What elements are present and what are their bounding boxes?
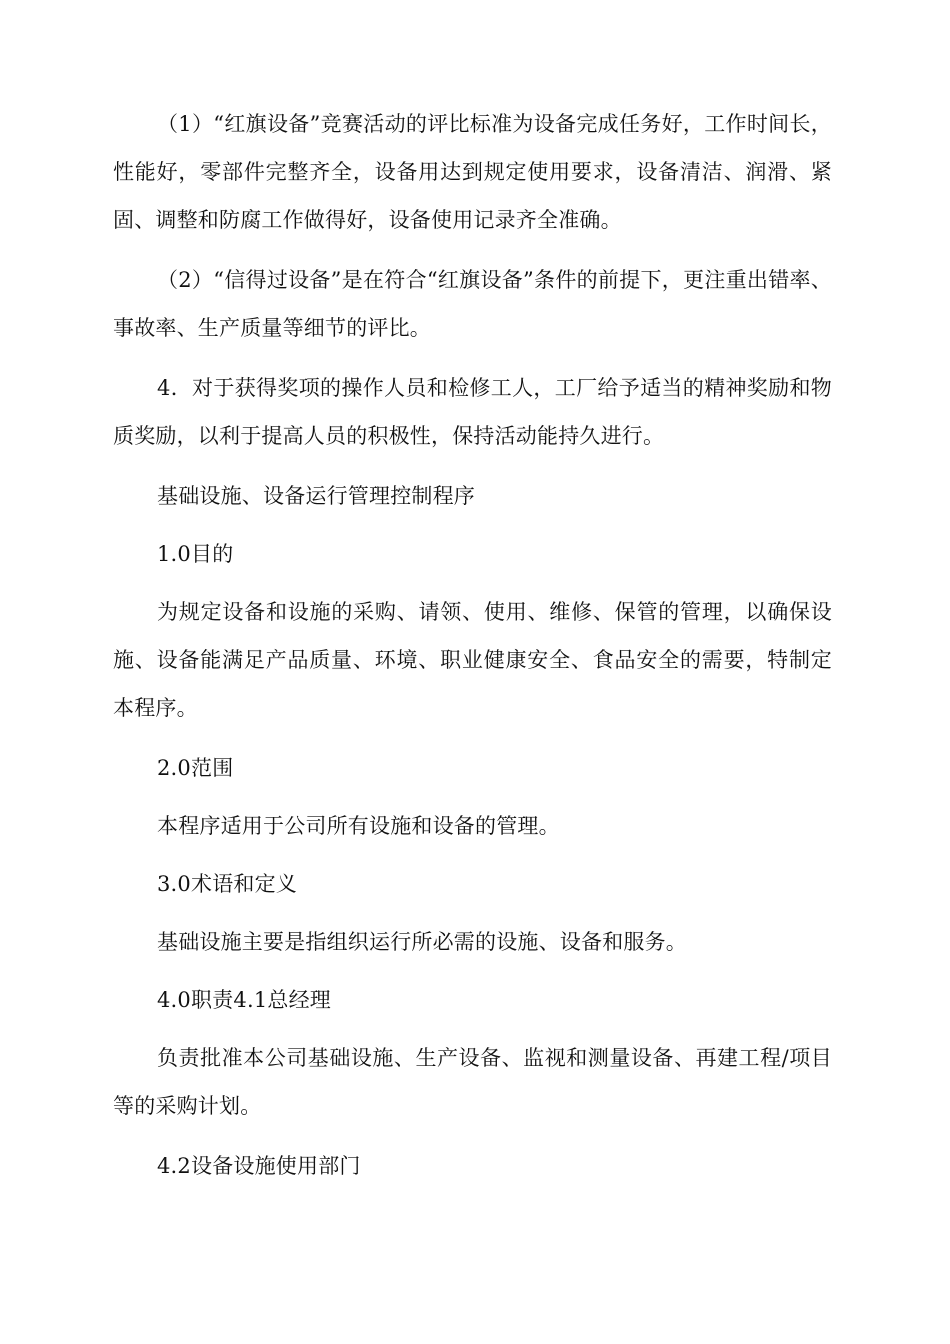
paragraph-scope: 本程序适用于公司所有设施和设备的管理。: [157, 814, 560, 838]
paragraph-terms: 基础设施主要是指组织运行所必需的设施、设备和服务。: [157, 930, 687, 954]
heading-user-department: 4.2设备设施使用部门: [157, 1154, 361, 1178]
heading-scope: 2.0范围: [157, 756, 234, 780]
paragraph-red-flag-criteria: （1）“红旗设备”竞赛活动的评比标准为设备完成任务好，工作时间长，性能好，零部件完整齐全，设备用达到规定使用要求，设备清洁、润滑、紧固、调整和防腐工作做得好，设备使用记录齐全准确。: [113, 112, 832, 232]
heading-purpose: 1.0目的: [157, 542, 234, 566]
paragraph-trusted-equipment: （2）“信得过设备”是在符合“红旗设备”条件的前提下，更注重出错率、事故率、生产质量等细节的评比。: [113, 268, 832, 340]
paragraph-gm-duty: 负责批准本公司基础设施、生产设备、监视和测量设备、再建工程/项目等的采购计划。: [113, 1046, 832, 1118]
heading-responsibilities: 4.0职责4.1总经理: [157, 988, 331, 1012]
section-title: 基础设施、设备运行管理控制程序: [157, 484, 475, 508]
heading-terms: 3.0术语和定义: [157, 872, 297, 896]
paragraph-purpose: 为规定设备和设施的采购、请领、使用、维修、保管的管理，以确保设施、设备能满足产品质量、环境、职业健康安全、食品安全的需要，特制定本程序。: [113, 600, 832, 720]
paragraph-rewards: 4．对于获得奖项的操作人员和检修工人，工厂给予适当的精神奖励和物质奖励，以利于提高人员的积极性，保持活动能持久进行。: [113, 376, 832, 448]
